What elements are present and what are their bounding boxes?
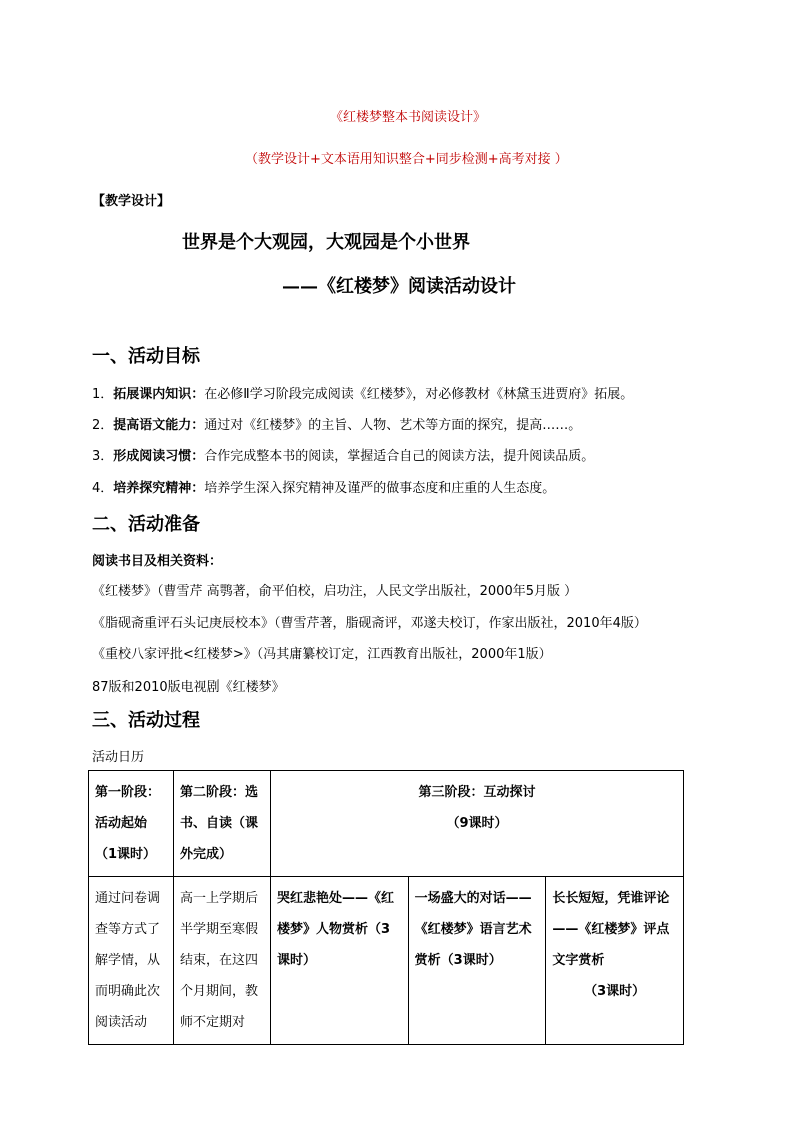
calendar-label: 活动日历 [92,750,145,765]
goal-label: 形成阅读习惯： [113,449,205,464]
doc-subtitle: （教学设计+文本语用知识整合+同步检测+高考对接 ） [245,152,568,167]
reference-item: 《脂砚斋重评石头记庚辰校本》（曹雪芹著，脂砚斋评，邓遂夫校订，作家出版社，2010年4版） [92,616,647,631]
topic-cell: 一场盛大的对话——《红楼梦》语言艺术赏析（3课时） [408,877,546,1045]
stage2-body: 高一上学期后半学期至寒假结束，在这四个月期间，教师不定期对 [174,877,271,1045]
goal-text: 在必修Ⅱ学习阶段完成阅读《红楼梦》，对必修教材《林黛玉进贾府》拓展。 [204,387,634,402]
goal-label: 培养探究精神： [113,481,205,496]
reference-item: 《红楼梦》（曹雪芹 高鹗著，俞平伯校，启功注，人民文学出版社，2000年5月版 ） [92,584,578,599]
goal-item [92,383,633,402]
goal-text: 合作完成整本书的阅读，掌握适合自己的阅读方法，提升阅读品质。 [204,449,595,464]
reference-item: 《重校八家评批<红楼梦>》（冯其庸纂校订定，江西教育出版社，2000年1版） [92,647,552,662]
goal-item [92,477,555,496]
goal-item [92,445,594,464]
goal-num: 2． [92,418,114,433]
stage1-header: 第一阶段：活动起始（1课时） [89,771,174,877]
section3-heading: 三、活动过程 [92,710,200,731]
goal-num: 4． [92,481,114,496]
section-tag: 【教学设计】 [92,194,171,209]
doc-title: 《红楼梦整本书阅读设计》 [330,110,487,125]
goal-text: 培养学生深入探究精神及谨严的做事态度和庄重的人生态度。 [204,481,556,496]
reference-item: 87版和2010版电视剧《红楼梦》 [92,680,285,695]
topic-hours: （3课时） [584,984,646,999]
table-row [89,877,684,1045]
goal-num: 1． [92,387,114,402]
goal-label: 拓展课内知识： [113,387,205,402]
goal-item [92,414,581,433]
section1-heading: 一、活动目标 [92,346,200,367]
main-subtitle: ——《红楼梦》阅读活动设计 [282,276,516,297]
stage2-header: 第二阶段：选书、自读（课外完成） [174,771,271,877]
reading-list-label: 阅读书目及相关资料： [92,554,223,569]
main-title: 世界是个大观园，大观园是个小世界 [182,232,470,253]
goal-num: 3． [92,449,114,464]
goal-label: 提高语文能力： [113,418,205,433]
goal-text: 通过对《红楼梦》的主旨、人物、艺术等方面的探究，提高……。 [204,418,582,433]
stage1-body: 通过问卷调查等方式了解学情，从而明确此次阅读活动 [89,877,174,1045]
activity-calendar-table [88,770,684,1045]
topic-text: 长长短短，凭谁评论——《红楼梦》评点文字赏析 [552,891,670,968]
stage3-header [271,771,684,877]
topic-cell: 哭红悲艳处——《红楼梦》人物赏析（3课时） [271,877,409,1045]
stage3-title: 第三阶段：互动探讨 [418,785,536,800]
topic-cell [546,877,684,1045]
table-row [89,771,684,877]
section2-heading: 二、活动准备 [92,514,200,535]
stage3-hours: （9课时） [446,816,508,831]
